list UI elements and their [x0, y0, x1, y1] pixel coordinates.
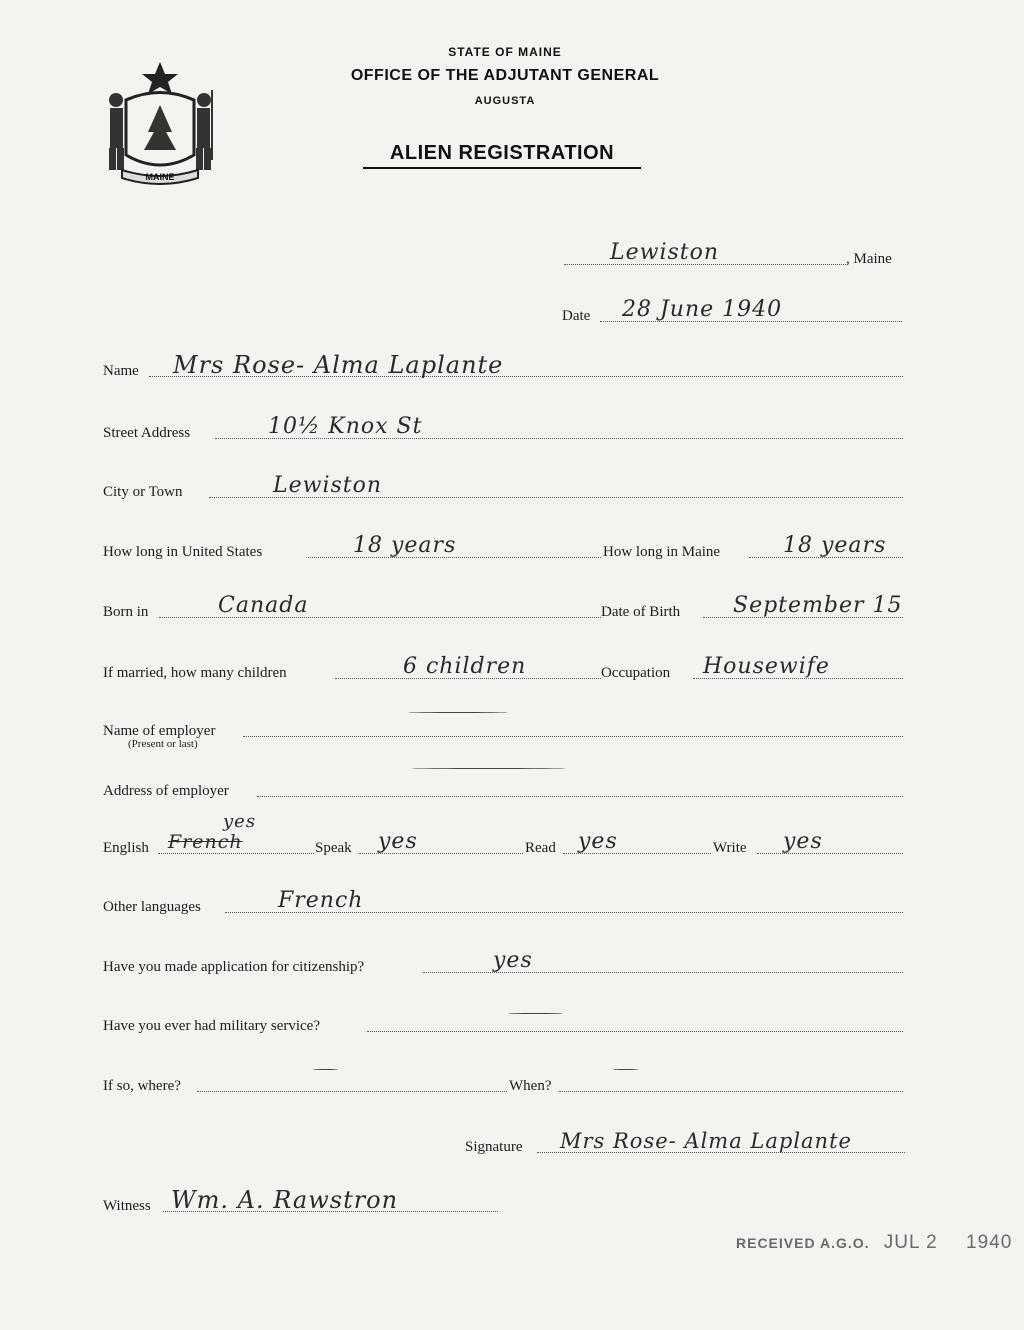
street-value: 10½ Knox St — [268, 414, 423, 439]
us-duration-value: 18 years — [353, 533, 457, 558]
children-label: If married, how many children — [103, 665, 287, 681]
date-row — [562, 295, 902, 325]
header-state: STATE OF MAINE — [448, 45, 562, 59]
stamp-date: JUL 2 — [883, 1232, 938, 1253]
street-row — [103, 412, 903, 442]
name-row — [103, 350, 903, 380]
english-struck-value: French — [168, 831, 243, 853]
stamp-text: RECEIVED A.G.O. — [736, 1235, 870, 1251]
birth-date-label: Date of Birth — [601, 604, 681, 620]
occupation-value: Housewife — [703, 654, 830, 679]
english-value: yes — [223, 811, 257, 832]
employer-address-dash — [411, 768, 566, 769]
write-value: yes — [783, 829, 823, 854]
citizenship-row — [103, 946, 903, 976]
other-languages-value: French — [278, 888, 364, 913]
header-city: AUGUSTA — [474, 95, 536, 107]
read-value: yes — [578, 829, 618, 854]
place-row — [560, 238, 910, 268]
birth-date-value: September 15 — [733, 593, 903, 618]
speak-value: yes — [378, 829, 418, 854]
place-suffix: , Maine — [846, 251, 892, 267]
born-in-value: Canada — [218, 593, 309, 618]
city-row — [103, 471, 903, 501]
speak-label: Speak — [315, 840, 352, 856]
us-duration-label: How long in United States — [103, 544, 263, 560]
date-label: Date — [562, 308, 591, 324]
employer-label: Name of employer — [103, 723, 216, 739]
signature-row — [465, 1126, 905, 1156]
employer-dash — [408, 712, 508, 713]
city-label: City or Town — [103, 484, 183, 500]
title-underline — [363, 167, 641, 169]
signature-value: Mrs Rose- Alma Laplante — [560, 1129, 852, 1153]
other-languages-row — [103, 886, 903, 916]
employer-sublabel: (Present or last) — [128, 738, 198, 750]
signature-label: Signature — [465, 1139, 523, 1155]
citizenship-label: Have you made application for citizenship? — [103, 959, 365, 975]
other-languages-label: Other languages — [103, 899, 201, 915]
employer-row — [103, 710, 903, 740]
place-value: Lewiston — [610, 240, 720, 265]
children-row — [103, 652, 903, 682]
english-row — [103, 811, 903, 857]
read-label: Read — [525, 840, 556, 856]
where-label: If so, where? — [103, 1078, 181, 1094]
form-title: ALIEN REGISTRATION — [389, 142, 615, 164]
name-value: Mrs Rose- Alma Laplante — [173, 351, 504, 379]
military-row — [103, 1005, 903, 1035]
birth-row — [103, 591, 903, 621]
when-label: When? — [509, 1078, 552, 1094]
employer-address-row — [103, 770, 903, 800]
maine-duration-label: How long in Maine — [603, 544, 721, 560]
where-when-row — [103, 1065, 903, 1095]
military-label: Have you ever had military service? — [103, 1018, 320, 1034]
military-dash — [508, 1013, 563, 1014]
date-value: 28 June 1940 — [622, 297, 783, 322]
received-stamp — [736, 1232, 1012, 1254]
street-label: Street Address — [103, 425, 191, 441]
header-office: OFFICE OF THE ADJUTANT GENERAL — [350, 67, 660, 84]
when-dash — [613, 1069, 638, 1070]
employer-address-label: Address of employer — [103, 783, 229, 799]
svg-text:MAINE: MAINE — [145, 172, 175, 182]
witness-row — [103, 1185, 498, 1215]
stamp-year: 1940 — [966, 1232, 1013, 1253]
witness-value: Wm. A. Rawstron — [171, 1186, 399, 1214]
maine-duration-value: 18 years — [783, 533, 887, 558]
born-in-label: Born in — [103, 604, 149, 620]
occupation-label: Occupation — [601, 665, 671, 681]
maine-state-seal-icon — [104, 60, 216, 185]
duration-row — [103, 531, 903, 561]
witness-label: Witness — [103, 1198, 151, 1214]
children-value: 6 children — [403, 654, 527, 679]
name-label: Name — [103, 363, 139, 379]
citizenship-value: yes — [493, 948, 533, 973]
where-dash — [313, 1069, 338, 1070]
city-value: Lewiston — [273, 473, 383, 498]
english-label: English — [103, 840, 149, 856]
write-label: Write — [713, 840, 747, 856]
